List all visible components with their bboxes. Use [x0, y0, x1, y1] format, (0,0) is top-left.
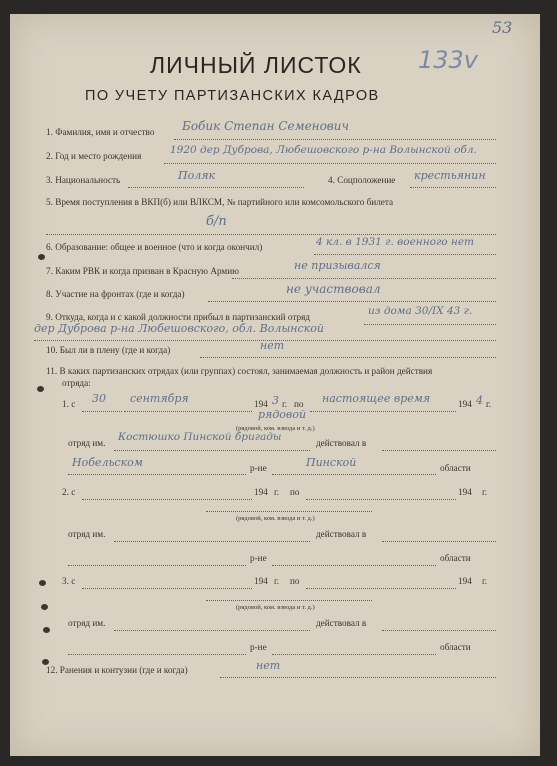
label-units-2: отряда: [62, 378, 91, 388]
unit1-position[interactable]: рядовой [258, 408, 307, 421]
unit1-year-to[interactable]: 4 [476, 394, 483, 407]
value-arrival-2[interactable]: дер Дуброва р-на Любешовского, обл. Волынской [34, 322, 324, 335]
label-birth: 2. Год и место рождения [46, 151, 142, 161]
unit2-acted-label: действовал в [316, 529, 367, 539]
punch-hole [38, 254, 45, 260]
value-party[interactable]: б/п [206, 214, 227, 229]
label-captivity: 10. Был ли в плену (где и когда) [46, 345, 171, 355]
unit2-year-to-prefix: 194 [458, 487, 472, 497]
unit1-month[interactable]: сентября [130, 392, 189, 405]
value-nationality[interactable]: Поляк [178, 169, 216, 182]
unit2-oblasti: области [440, 553, 471, 563]
unit3-otryad-label: отряд им. [68, 618, 106, 628]
unit1-rank-hint: (рядовой, ком. взвода и т. д.) [236, 425, 315, 432]
unit1-unit[interactable]: Костюшко Пинской бригады [118, 431, 282, 443]
unit1-rne: р-не [250, 463, 267, 473]
unit2-index: 2. с [62, 487, 76, 497]
unit3-year-prefix: 194 [254, 576, 268, 586]
page-title: ЛИЧНЫЙ ЛИСТОК [150, 52, 362, 78]
label-name: 1. Фамилия, имя и отчество [46, 127, 155, 137]
label-party: 5. Время поступления в ВКП(б) или ВЛКСМ, № партийного или комсомольского билета [46, 197, 394, 207]
unit3-oblasti: области [440, 642, 471, 652]
label-fronts: 8. Участие на фронтах (где и когда) [46, 289, 185, 299]
unit1-g: г. [282, 399, 288, 409]
unit3-acted-label: действовал в [316, 618, 367, 628]
unit1-index: 1. с [62, 399, 76, 409]
unit2-year-prefix: 194 [254, 487, 268, 497]
value-wounds[interactable]: нет [256, 659, 281, 672]
unit1-till[interactable]: настоящее время [322, 392, 431, 405]
unit3-year-to-prefix: 194 [458, 576, 472, 586]
archive-stamp: 133v [418, 46, 479, 74]
value-fronts[interactable]: не участвовал [286, 282, 381, 296]
unit1-acted-label: действовал в [316, 438, 367, 448]
unit3-rank-hint: (рядовой, ком. взвода и т. д.) [236, 604, 315, 611]
label-nationality: 3. Национальность [46, 175, 121, 185]
label-social: 4. Соцположение [328, 175, 396, 185]
unit3-rne: р-не [250, 642, 267, 652]
unit1-day[interactable]: 30 [92, 392, 106, 405]
corner-number: 53 [492, 18, 513, 37]
label-conscription: 7. Каким РВК и когда призван в Красную Армию [46, 266, 240, 276]
unit1-year-prefix: 194 [254, 399, 268, 409]
punch-hole [37, 386, 44, 392]
unit2-rne: р-не [250, 553, 267, 563]
unit2-rank-hint: (рядовой, ком. взвода и т. д.) [236, 515, 315, 522]
punch-hole [39, 580, 46, 586]
unit1-oblast[interactable]: Пинской [306, 456, 357, 469]
unit2-otryad-label: отряд им. [68, 529, 106, 539]
form-sheet [10, 14, 540, 756]
unit2-po: по [290, 487, 300, 497]
unit1-otryad-label: отряд им. [68, 438, 106, 448]
value-conscription[interactable]: не призывался [294, 259, 381, 272]
unit3-g2: г. [482, 576, 488, 586]
unit3-index: 3. с [62, 576, 76, 586]
unit3-g: г. [274, 576, 280, 586]
page-subtitle: ПО УЧЕТУ ПАРТИЗАНСКИХ КАДРОВ [85, 88, 380, 104]
unit1-district[interactable]: Нобельском [72, 456, 143, 469]
unit2-g2: г. [482, 487, 488, 497]
unit1-year-to-prefix: 194 [458, 399, 472, 409]
value-education[interactable]: 4 кл. в 1931 г. военного нет [316, 236, 474, 248]
value-arrival-1[interactable]: из дома 30/IX 43 г. [368, 305, 473, 317]
label-education: 6. Образование: общее и военное (что и когда окончил) [46, 242, 263, 252]
value-birth[interactable]: 1920 дер Дуброва, Любешовского р-на Волынской обл. [170, 144, 477, 156]
label-arrival: 9. Откуда, когда и с какой должности прибыл в партизанский отряд [46, 312, 310, 322]
label-wounds: 12. Ранения и контузии (где и когда) [46, 665, 188, 675]
unit1-oblasti: области [440, 463, 471, 473]
value-name[interactable]: Бобик Степан Семенович [182, 119, 349, 133]
label-units: 11. В каких партизанских отрядах (или группах) состоял, занимаемая должность и район действия [46, 366, 433, 376]
value-social[interactable]: крестьянин [414, 169, 486, 182]
unit1-g2: г. [486, 399, 492, 409]
value-captivity[interactable]: нет [260, 339, 285, 352]
punch-hole [43, 627, 50, 633]
unit1-po: по [294, 399, 304, 409]
unit2-g: г. [274, 487, 280, 497]
unit3-po: по [290, 576, 300, 586]
punch-hole [41, 604, 48, 610]
unit1-year-from[interactable]: 3 [272, 394, 279, 407]
